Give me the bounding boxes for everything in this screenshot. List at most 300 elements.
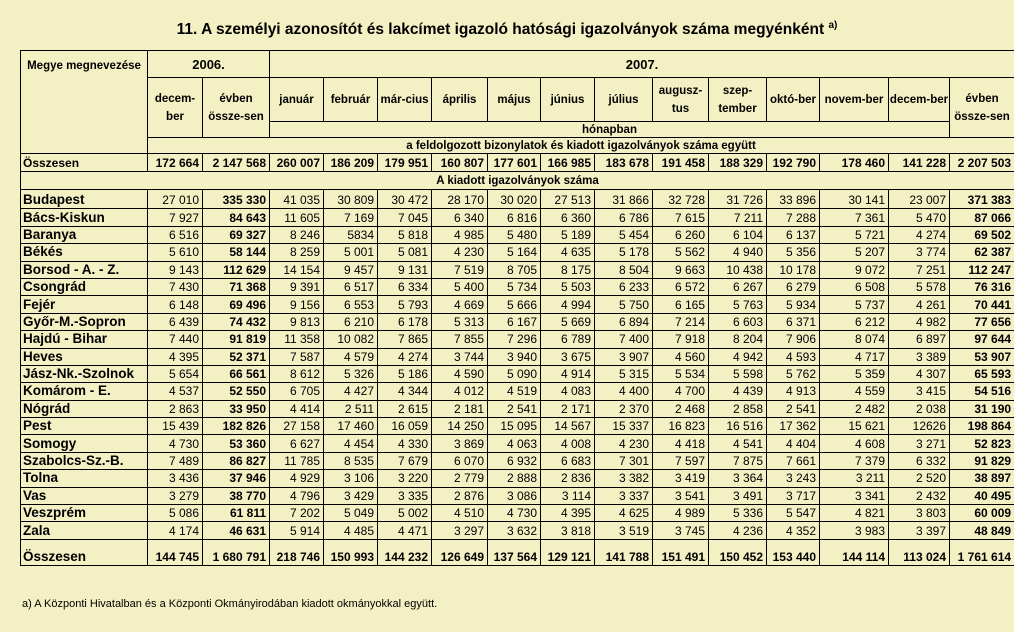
col-2007-1: február	[324, 78, 378, 122]
cell-value: 4 700	[653, 383, 709, 400]
cell-value: 91 829	[950, 452, 1014, 469]
cell-value: 69 502	[950, 226, 1014, 243]
cell-value: 4 590	[432, 365, 488, 382]
county-name: Bács-Kiskun	[21, 209, 148, 226]
cell-value: 4 400	[595, 383, 653, 400]
cell-value: 4 485	[324, 522, 378, 539]
cell-value: 5 081	[378, 244, 432, 261]
cell-value: 3 297	[432, 522, 488, 539]
cell-value: 5 734	[488, 278, 541, 295]
cell-value: 3 745	[653, 522, 709, 539]
cell-value: 7 927	[148, 209, 203, 226]
cell-value: 76 316	[950, 278, 1014, 295]
table-row	[21, 190, 1014, 209]
cell-value: 335 330	[203, 190, 270, 209]
cell-value: 97 644	[950, 331, 1014, 348]
col-2007-0: január	[270, 78, 324, 122]
cell-value: 4 083	[541, 383, 595, 400]
cell-value: 31 866	[595, 190, 653, 209]
cell-value: 4 510	[432, 505, 488, 522]
cell-value: 3 983	[820, 522, 889, 539]
cell-value: 8 705	[488, 261, 541, 278]
cell-value: 87 066	[950, 209, 1014, 226]
table-row	[21, 505, 1014, 522]
cell-value: 371 383	[950, 190, 1014, 209]
table-row	[21, 209, 1014, 226]
col-2007-3: április	[432, 78, 488, 122]
cell-value: 33 950	[203, 400, 270, 417]
cell-value: 137 564	[488, 548, 541, 566]
cell-value: 2 863	[148, 400, 203, 417]
cell-value: 4 717	[820, 348, 889, 365]
cell-value: 4 796	[270, 487, 324, 504]
cell-value: 3 717	[767, 487, 820, 504]
county-header: Megye megnevezése	[21, 51, 148, 154]
cell-value: 198 864	[950, 418, 1014, 435]
cell-value: 2 171	[541, 400, 595, 417]
cell-value: 5 750	[595, 296, 653, 313]
spacer-cell	[950, 539, 1014, 548]
cell-value: 27 158	[270, 418, 324, 435]
cell-value: 8 074	[820, 331, 889, 348]
cell-value: 3 818	[541, 522, 595, 539]
cell-value: 53 907	[950, 348, 1014, 365]
cell-value: 4 395	[541, 505, 595, 522]
spacer-row	[21, 539, 1014, 548]
county-name: Somogy	[21, 435, 148, 452]
spacer-cell	[820, 539, 889, 548]
cell-value: 14 154	[270, 261, 324, 278]
cell-value: 86 827	[203, 452, 270, 469]
cell-value: 3 335	[378, 487, 432, 504]
cell-value: 7 519	[432, 261, 488, 278]
cell-value: 5 654	[148, 365, 203, 382]
cell-value: 4 352	[767, 522, 820, 539]
cell-value: 10 082	[324, 331, 378, 348]
cell-value: 3 364	[709, 470, 767, 487]
cell-value: 7 400	[595, 331, 653, 348]
cell-value: 112 629	[203, 261, 270, 278]
spacer-cell	[432, 539, 488, 548]
cell-value: 2 147 568	[203, 154, 270, 172]
cell-value: 5 454	[595, 226, 653, 243]
cell-value: 14 250	[432, 418, 488, 435]
cell-value: 17 460	[324, 418, 378, 435]
cell-value: 4 230	[432, 244, 488, 261]
cell-value: 1 680 791	[203, 548, 270, 566]
col-2007-5: június	[541, 78, 595, 122]
cell-value: 4 541	[709, 435, 767, 452]
cell-value: 4 537	[148, 383, 203, 400]
spacer-cell	[488, 539, 541, 548]
cell-value: 6 334	[378, 278, 432, 295]
spacer-cell	[541, 539, 595, 548]
cell-value: 4 330	[378, 435, 432, 452]
table-row	[21, 400, 1014, 417]
cell-value: 4 344	[378, 383, 432, 400]
cell-value: 6 789	[541, 331, 595, 348]
cell-value: 4 985	[432, 226, 488, 243]
cell-value: 7 679	[378, 452, 432, 469]
cell-value: 6 233	[595, 278, 653, 295]
cell-value: 4 982	[889, 313, 950, 330]
cell-value: 7 361	[820, 209, 889, 226]
cell-value: 144 232	[378, 548, 432, 566]
cell-value: 4 519	[488, 383, 541, 400]
row-label: Összesen	[21, 154, 148, 172]
cell-value: 62 387	[950, 244, 1014, 261]
cell-value: 7 661	[767, 452, 820, 469]
spacer-cell	[324, 539, 378, 548]
data-table	[20, 50, 1014, 566]
cell-value: 69 496	[203, 296, 270, 313]
cell-value: 30 472	[378, 190, 432, 209]
cell-value: 48 849	[950, 522, 1014, 539]
county-name: Nógrád	[21, 400, 148, 417]
cell-value: 37 946	[203, 470, 270, 487]
cell-value: 4 913	[767, 383, 820, 400]
cell-value: 4 635	[541, 244, 595, 261]
cell-value: 4 439	[709, 383, 767, 400]
county-name: Heves	[21, 348, 148, 365]
spacer-cell	[148, 539, 203, 548]
cell-value: 12626	[889, 418, 950, 435]
cell-value: 5 562	[653, 244, 709, 261]
col-2007-6: július	[595, 78, 653, 122]
cell-value: 4 669	[432, 296, 488, 313]
cell-value: 6 137	[767, 226, 820, 243]
cell-value: 3 774	[889, 244, 950, 261]
cell-value: 9 156	[270, 296, 324, 313]
cell-value: 9 143	[148, 261, 203, 278]
cell-value: 5 763	[709, 296, 767, 313]
cell-value: 5 721	[820, 226, 889, 243]
cell-value: 5 164	[488, 244, 541, 261]
cell-value: 6 210	[324, 313, 378, 330]
cell-value: 3 382	[595, 470, 653, 487]
cell-value: 30 141	[820, 190, 889, 209]
col-2007-4: május	[488, 78, 541, 122]
cell-value: 2 541	[767, 400, 820, 417]
cell-value: 3 436	[148, 470, 203, 487]
county-name: Zala	[21, 522, 148, 539]
table-row	[21, 418, 1014, 435]
cell-value: 65 593	[950, 365, 1014, 382]
cell-value: 5 313	[432, 313, 488, 330]
cell-value: 4 471	[378, 522, 432, 539]
cell-value: 5 049	[324, 505, 378, 522]
cell-value: 151 491	[653, 548, 709, 566]
cell-value: 7 045	[378, 209, 432, 226]
cell-value: 60 009	[950, 505, 1014, 522]
cell-value: 23 007	[889, 190, 950, 209]
cell-value: 15 439	[148, 418, 203, 435]
county-name: Győr-M.-Sopron	[21, 313, 148, 330]
cell-value: 3 491	[709, 487, 767, 504]
county-name: Fejér	[21, 296, 148, 313]
cell-value: 4 174	[148, 522, 203, 539]
cell-value: 1 761 614	[950, 548, 1014, 566]
cell-value: 38 897	[950, 470, 1014, 487]
cell-value: 4 989	[653, 505, 709, 522]
cell-value: 141 788	[595, 548, 653, 566]
cell-value: 52 371	[203, 348, 270, 365]
cell-value: 4 274	[889, 226, 950, 243]
cell-value: 7 918	[653, 331, 709, 348]
cell-value: 2 468	[653, 400, 709, 417]
col-2006-1: évben össze-sen	[203, 78, 270, 138]
table-title	[0, 20, 1014, 39]
cell-value: 126 649	[432, 548, 488, 566]
county-name: Budapest	[21, 190, 148, 209]
cell-value: 5 666	[488, 296, 541, 313]
cell-value: 61 811	[203, 505, 270, 522]
table-row	[21, 487, 1014, 504]
col-2007-8: szep-tember	[709, 78, 767, 122]
col-2007-11: decem-ber	[889, 78, 950, 122]
cell-value: 6 332	[889, 452, 950, 469]
cell-value: 7 615	[653, 209, 709, 226]
cell-value: 2 482	[820, 400, 889, 417]
cell-value: 5 186	[378, 365, 432, 382]
cell-value: 6 705	[270, 383, 324, 400]
cell-value: 27 010	[148, 190, 203, 209]
table-row	[21, 470, 1014, 487]
table-row	[21, 435, 1014, 452]
cell-value: 218 746	[270, 548, 324, 566]
cell-value: 3 243	[767, 470, 820, 487]
cell-value: 3 419	[653, 470, 709, 487]
cell-value: 4 914	[541, 365, 595, 382]
cell-value: 7 301	[595, 452, 653, 469]
cell-value: 53 360	[203, 435, 270, 452]
cell-value: 31 726	[709, 190, 767, 209]
cell-value: 46 631	[203, 522, 270, 539]
table-row	[21, 348, 1014, 365]
cell-value: 5 669	[541, 313, 595, 330]
cell-value: 84 643	[203, 209, 270, 226]
cell-value: 6 167	[488, 313, 541, 330]
cell-value: 178 460	[820, 154, 889, 172]
cell-value: 7 202	[270, 505, 324, 522]
county-name: Borsod - A. - Z.	[21, 261, 148, 278]
cell-value: 52 823	[950, 435, 1014, 452]
cell-value: 3 541	[653, 487, 709, 504]
county-name: Veszprém	[21, 505, 148, 522]
cell-value: 129 121	[541, 548, 595, 566]
cell-value: 5 001	[324, 244, 378, 261]
cell-value: 6 683	[541, 452, 595, 469]
col-2006-0: decem-ber	[148, 78, 203, 138]
cell-value: 3 415	[889, 383, 950, 400]
cell-value: 6 553	[324, 296, 378, 313]
cell-value: 9 131	[378, 261, 432, 278]
cell-value: 7 489	[148, 452, 203, 469]
table-row	[21, 261, 1014, 278]
cell-value: 3 341	[820, 487, 889, 504]
cell-value: 6 816	[488, 209, 541, 226]
cell-value: 144 114	[820, 548, 889, 566]
cell-value: 7 379	[820, 452, 889, 469]
cell-value: 2 836	[541, 470, 595, 487]
county-name: Baranya	[21, 226, 148, 243]
table-row	[21, 278, 1014, 295]
cell-value: 153 440	[767, 548, 820, 566]
cell-value: 69 327	[203, 226, 270, 243]
cell-value: 5 598	[709, 365, 767, 382]
county-name: Békés	[21, 244, 148, 261]
cell-value: 4 454	[324, 435, 378, 452]
spacer-cell	[21, 539, 148, 548]
cell-value: 2 779	[432, 470, 488, 487]
cell-value: 7 875	[709, 452, 767, 469]
cell-value: 113 024	[889, 548, 950, 566]
table-row	[21, 452, 1014, 469]
cell-value: 5 207	[820, 244, 889, 261]
combined-total-row	[21, 154, 1014, 172]
cell-value: 7 865	[378, 331, 432, 348]
cell-value: 141 228	[889, 154, 950, 172]
spacer-cell	[889, 539, 950, 548]
table-row	[21, 383, 1014, 400]
cell-value: 8 612	[270, 365, 324, 382]
cell-value: 5 818	[378, 226, 432, 243]
cell-value: 4 730	[488, 505, 541, 522]
cell-value: 2 858	[709, 400, 767, 417]
cell-value: 4 395	[148, 348, 203, 365]
cell-value: 8 246	[270, 226, 324, 243]
col-2007-7: augusz-tus	[653, 78, 709, 122]
combined-label: a feldolgozott bizonylatok és kiadott igazolványok száma együtt	[148, 138, 1014, 154]
cell-value: 150 452	[709, 548, 767, 566]
cell-value: 6 212	[820, 313, 889, 330]
cell-value: 11 358	[270, 331, 324, 348]
cell-value: 7 288	[767, 209, 820, 226]
cell-value: 54 516	[950, 383, 1014, 400]
cell-value: 5 178	[595, 244, 653, 261]
county-name: Szabolcs-Sz.-B.	[21, 452, 148, 469]
cell-value: 9 391	[270, 278, 324, 295]
cell-value: 2 876	[432, 487, 488, 504]
cell-value: 6 439	[148, 313, 203, 330]
cell-value: 2 541	[488, 400, 541, 417]
cell-value: 2 511	[324, 400, 378, 417]
cell-value: 6 340	[432, 209, 488, 226]
cell-value: 15 621	[820, 418, 889, 435]
cell-value: 192 790	[767, 154, 820, 172]
cell-value: 3 907	[595, 348, 653, 365]
cell-value: 8 175	[541, 261, 595, 278]
cell-value: 6 360	[541, 209, 595, 226]
cell-value: 91 819	[203, 331, 270, 348]
cell-value: 7 211	[709, 209, 767, 226]
cell-value: 5 578	[889, 278, 950, 295]
cell-value: 182 826	[203, 418, 270, 435]
cell-value: 6 165	[653, 296, 709, 313]
county-name: Vas	[21, 487, 148, 504]
cell-value: 6 260	[653, 226, 709, 243]
cell-value: 5 480	[488, 226, 541, 243]
cell-value: 38 770	[203, 487, 270, 504]
county-name: Komárom - E.	[21, 383, 148, 400]
year-2006-header: 2006.	[148, 51, 270, 78]
cell-value: 7 440	[148, 331, 203, 348]
cell-value: 5 610	[148, 244, 203, 261]
cell-value: 5 090	[488, 365, 541, 382]
cell-value: 3 086	[488, 487, 541, 504]
table-row	[21, 365, 1014, 382]
cell-value: 5 086	[148, 505, 203, 522]
cell-value: 6 517	[324, 278, 378, 295]
cell-value: 31 190	[950, 400, 1014, 417]
cell-value: 66 561	[203, 365, 270, 382]
cell-value: 4 427	[324, 383, 378, 400]
cell-value: 7 597	[653, 452, 709, 469]
cell-value: 7 430	[148, 278, 203, 295]
cell-value: 9 072	[820, 261, 889, 278]
table-row	[21, 244, 1014, 261]
cell-value: 2 181	[432, 400, 488, 417]
cell-value: 3 114	[541, 487, 595, 504]
cell-value: 186 209	[324, 154, 378, 172]
year-2007-header: 2007.	[270, 51, 1014, 78]
cell-value: 6 932	[488, 452, 541, 469]
cell-value: 3 106	[324, 470, 378, 487]
cell-value: 5 470	[889, 209, 950, 226]
cell-value: 4 307	[889, 365, 950, 382]
cell-value: 71 368	[203, 278, 270, 295]
cell-value: 8 259	[270, 244, 324, 261]
cell-value: 5 315	[595, 365, 653, 382]
cell-value: 5 793	[378, 296, 432, 313]
cell-value: 7 169	[324, 209, 378, 226]
cell-value: 6 894	[595, 313, 653, 330]
cell-value: 6 897	[889, 331, 950, 348]
cell-value: 5 914	[270, 522, 324, 539]
cell-value: 4 236	[709, 522, 767, 539]
table-row	[21, 296, 1014, 313]
county-name: Csongrád	[21, 278, 148, 295]
spacer-cell	[767, 539, 820, 548]
row-label: Összesen	[21, 548, 148, 566]
col-2007-2: már-cius	[378, 78, 432, 122]
cell-value: 4 230	[595, 435, 653, 452]
table-row	[21, 226, 1014, 243]
cell-value: 260 007	[270, 154, 324, 172]
cell-value: 144 745	[148, 548, 203, 566]
cell-value: 9 663	[653, 261, 709, 278]
cell-value: 6 516	[148, 226, 203, 243]
cell-value: 4 274	[378, 348, 432, 365]
cell-value: 6 371	[767, 313, 820, 330]
cell-value: 7 587	[270, 348, 324, 365]
cell-value: 4 414	[270, 400, 324, 417]
cell-value: 3 220	[378, 470, 432, 487]
cell-value: 6 508	[820, 278, 889, 295]
cell-value: 2 615	[378, 400, 432, 417]
cell-value: 5 934	[767, 296, 820, 313]
cell-value: 4 625	[595, 505, 653, 522]
cell-value: 179 951	[378, 154, 432, 172]
cell-value: 4 821	[820, 505, 889, 522]
cell-value: 177 601	[488, 154, 541, 172]
cell-value: 5 356	[767, 244, 820, 261]
cell-value: 30 809	[324, 190, 378, 209]
cell-value: 16 059	[378, 418, 432, 435]
cell-value: 188 329	[709, 154, 767, 172]
cell-value: 17 362	[767, 418, 820, 435]
cell-value: 3 675	[541, 348, 595, 365]
